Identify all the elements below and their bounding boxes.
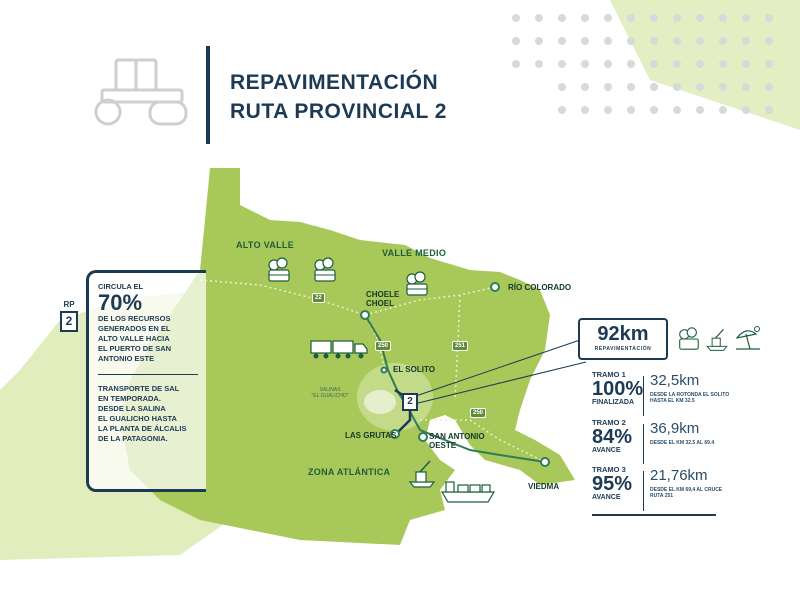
tramo-status: AVANCE: [592, 494, 621, 501]
decorative-dot: [719, 60, 727, 68]
tramo-km: 36,9km: [650, 420, 700, 437]
info-body: [98, 314, 208, 364]
tramo-km: 21,76km: [650, 467, 708, 484]
decorative-dot: [719, 14, 727, 22]
tramos-bottom-rule: [592, 514, 716, 516]
tramo-percent: 84%: [592, 426, 633, 448]
decorative-dot: [673, 106, 681, 114]
decorative-dot: [650, 106, 658, 114]
decorative-dot: [765, 83, 773, 91]
fruit-basket-icon: [403, 270, 431, 298]
decorative-dot: [558, 83, 566, 91]
info-body2-line: EL GUALICHO HASTA: [98, 414, 177, 423]
decorative-dot: [558, 106, 566, 114]
city-las-grutas: LAS GRUTAS: [345, 431, 397, 440]
decorative-dot: [673, 60, 681, 68]
decorative-dot: [696, 37, 704, 45]
info-body2-line: DE LA PATAGONIA.: [98, 434, 168, 443]
fruit-basket-icon: [265, 256, 293, 284]
decorative-dot: [696, 83, 704, 91]
decorative-dot: [535, 37, 543, 45]
info-body-line: ANTONIO ESTE: [98, 354, 155, 363]
ship-icon: [440, 476, 496, 504]
decorative-dot: [742, 14, 750, 22]
road-badge-2: 2: [402, 393, 418, 411]
decorative-dot: [558, 60, 566, 68]
region-zona-atlantica: ZONA ATLÁNTICA: [308, 467, 391, 477]
info-body-line: EL PUERTO DE SAN: [98, 344, 172, 353]
decorative-dot: [742, 60, 750, 68]
road-badge-250-south: 250: [470, 408, 486, 418]
decorative-dot: [581, 106, 589, 114]
tramo-name: TRAMO 2: [592, 418, 626, 427]
info-body2-line: EN TEMPORADA.: [98, 394, 161, 403]
decorative-dot: [627, 37, 635, 45]
region-alto-valle: ALTO VALLE: [236, 240, 294, 250]
tramo-divider: [643, 376, 644, 416]
decorative-dot: [765, 14, 773, 22]
info-body-line: DE LOS RECURSOS: [98, 314, 171, 323]
road-roller-icon: [86, 56, 190, 128]
decorative-dot: [765, 37, 773, 45]
tramo-description: DESDE EL KM 32.5 AL 69.4: [650, 440, 715, 446]
tramo-3: [592, 465, 732, 501]
decorative-dot: [719, 83, 727, 91]
region-valle-medio: VALLE MEDIO: [382, 248, 447, 258]
crane-icon: [406, 458, 438, 488]
km-summary-box: [578, 318, 668, 360]
title-line-2: RUTA PROVINCIAL 2: [230, 100, 447, 123]
decorative-dot: [765, 60, 773, 68]
info-percent: 70%: [98, 290, 143, 315]
tramo-name: TRAMO 1: [592, 370, 626, 379]
decorative-dot: [627, 83, 635, 91]
decorative-dot: [650, 37, 658, 45]
decorative-dot: [650, 14, 658, 22]
decorative-dot: [742, 106, 750, 114]
city-rio-colorado: RÍO COLORADO: [508, 283, 572, 292]
decorative-dot: [742, 83, 750, 91]
decorative-dot: [604, 83, 612, 91]
decorative-dot: [650, 83, 658, 91]
decorative-dot: [650, 60, 658, 68]
decorative-dot: [719, 37, 727, 45]
info-body2-line: DESDE LA SALINA: [98, 404, 166, 413]
decorative-dot: [627, 60, 635, 68]
decorative-dot: [696, 14, 704, 22]
decorative-dot: [558, 14, 566, 22]
salinas-label: SALINAS "EL GUALICHO": [311, 387, 349, 399]
road-badge-250-north: 250: [375, 341, 391, 351]
decorative-dot: [627, 106, 635, 114]
decorative-dot: [765, 106, 773, 114]
fruit-basket-icon: [676, 326, 702, 352]
city-el-solito: EL SOLITO: [393, 365, 435, 374]
info-body2-line: TRANSPORTE DE SAL: [98, 384, 180, 393]
title-line-1: REPAVIMENTACIÓN: [230, 71, 439, 94]
decorative-dot: [581, 37, 589, 45]
tramo-status: AVANCE: [592, 447, 621, 454]
info-body-line: GENERADOS EN EL: [98, 324, 171, 333]
tramo-status: FINALIZADA: [592, 399, 634, 406]
decorative-dot: [535, 14, 543, 22]
decorative-dot: [581, 60, 589, 68]
tramo-percent: 95%: [592, 473, 633, 495]
rp-badge: [60, 300, 78, 332]
decorative-dot: [719, 106, 727, 114]
city-viedma: VIEDMA: [528, 482, 560, 491]
decorative-dot: [581, 14, 589, 22]
info-divider: [98, 374, 198, 375]
city-san-antonio-oeste: SAN ANTONIO OESTE: [429, 432, 485, 450]
crane-icon: [704, 326, 730, 352]
title-divider: [206, 46, 210, 144]
fruit-basket-icon: [311, 256, 339, 284]
info-body-line: ALTO VALLE HACIA: [98, 334, 170, 343]
tramo-1: [592, 370, 732, 406]
tramo-description: DESDE LA ROTONDA EL SOLITO HASTA EL KM 32.5: [650, 392, 730, 404]
tramo-divider: [643, 471, 644, 511]
tramo-description: DESDE EL KM 69,4 AL CRUCE RUTA 251: [650, 487, 723, 499]
road-badge-251: 251: [452, 341, 468, 351]
decorative-dot: [512, 14, 520, 22]
decorative-dot: [558, 37, 566, 45]
decorative-dot: [604, 106, 612, 114]
info-panel-content: [98, 282, 208, 444]
tramo-divider: [643, 424, 644, 464]
road-badge-22: 22: [312, 293, 325, 303]
rp-number: 2: [60, 311, 78, 332]
decorative-dot: [673, 14, 681, 22]
tramo-km: 32,5km: [650, 372, 700, 389]
decorative-dot: [673, 83, 681, 91]
info-body2-line: LA PLANTA DE ÁLCALIS: [98, 424, 187, 433]
decorative-dot: [512, 37, 520, 45]
decorative-dot: [512, 60, 520, 68]
page-title: [230, 68, 447, 126]
decorative-dot: [604, 37, 612, 45]
decorative-dot: [673, 37, 681, 45]
km-total: 92km: [597, 323, 649, 345]
tramo-name: TRAMO 3: [592, 465, 626, 474]
info-intro: CIRCULA EL: [98, 282, 144, 291]
rp-label: RP: [63, 300, 75, 309]
truck-icon: [310, 338, 368, 360]
tramo-2: [592, 418, 732, 454]
decorative-dot: [604, 60, 612, 68]
decorative-dot: [581, 83, 589, 91]
beach-umbrella-icon: [734, 324, 762, 352]
info-body-2: [98, 384, 208, 444]
decorative-dot: [627, 14, 635, 22]
city-choele-choel: CHOELE CHOEL: [366, 290, 400, 308]
decorative-dot: [604, 14, 612, 22]
decorative-dot: [696, 60, 704, 68]
km-label: REPAVIMENTACIÓN: [594, 346, 652, 352]
decorative-dots: [500, 0, 800, 130]
tramo-percent: 100%: [592, 378, 644, 400]
decorative-dot: [696, 106, 704, 114]
decorative-dot: [742, 37, 750, 45]
decorative-dot: [535, 60, 543, 68]
